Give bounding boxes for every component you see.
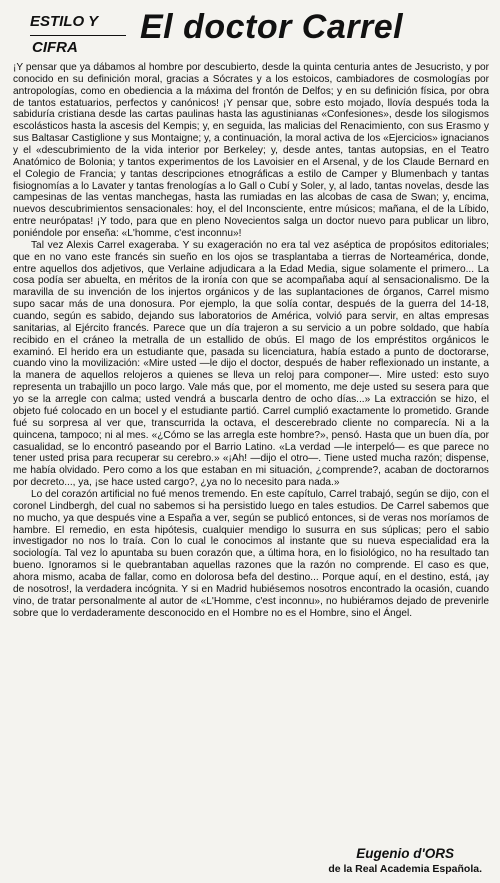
section-heading-line-1: ESTILO Y [30, 13, 99, 30]
section-heading [30, 12, 126, 57]
paragraph: Tal vez Alexis Carrel exageraba. Y su exageración no era tal vez aséptica de propósitos editoriales; que en no vano este francés sin sueño en los ojos se trasplantaba a tierras de Norteamérica, donde, entre aquellos dos adjetivos, que Verlaine adjudicara a la Edad Media, sigue solamente el primero... La cosa podía ser abuelta, en méritos de la ironía con que se acompañaba aquí al sensacionalismo. De la maravilla de su invención de los injertos orgánicos y de las suplantaciones de órganos, Carrel mismo supo sacar más de una donosura. Por ejemplo, la que solía contar, después de la guerra del 14-18, cuando, según es sabido, dejando sus laboratorios de América, volvió para servir, en altas empresas sanitarias, al Ejército francés. Parece que un día trajeron a su servicio a un pobre soldado, que había recibido en el cráneo la metralla de un estallido de obús. El mago de los empréstitos orgánicos le examinó. El herido era un estudiante que, pasada su licenciatura, había estado a punto de doctorarse, cuando vino la movilización: «Mire usted —le dijo el doctor, después de haber reflexionado un instante, a la manera de aquellos relojeros a quienes se lleva un reloj para componer—. Mire usted: esto suyo representa un trabajillo un poco largo. Vale más que, por el momento, me deje usted su sesera para que yo se la arregle con calma; usted vendrá a buscarla dentro de ocho días...» La extracción se hizo, el objeto fué colocado en un bocel y el estudiante partió. Carrel cumplió exactamente lo prometido. Grande fué su sorpresa al ver que, transcurrida la octava, el descerebrado cliente no comparecía. Ni a la quincena, tampoco; ni al mes. «¿Cómo se las arregla este hombre?», pensó. Hasta que un buen día, por casualidad, se lo encontró paseando por el Barrio Latino. «La verdad —le interpeló— es que parece no tener usted prisa para recuperar su cerebro.» «¡Ah! —dijo el otro—. Tiene usted mucha razón; dispense, me había olvidado. Pero como a los que estaban en mi situación, ¿comprende?, acaban de doctorarnos por decreto..., ya, ¡se hace usted cargo?, ¿ya no lo necesito para nada.» [13, 239, 489, 489]
section-heading-line-2: CIFRA [30, 35, 126, 57]
article-title: El doctor Carrel [140, 8, 404, 46]
article-body [13, 62, 489, 619]
author-name: Eugenio d'ORS [356, 846, 455, 861]
author-signature [328, 846, 482, 876]
paragraph: Lo del corazón artificial no fué menos tremendo. En este capítulo, Carrel trabajó, según se dijo, con el coronel Lindbergh, del cual no sabemos si ha persistido luego en tales estudios. De Carrel sabemos que no mucho, ya que después vine a España a ver, según se publicó entonces, si de veras nos moríamos de hambre. El remedio, en esta hipótesis, cualquier mendigo lo susurra en sus súplicas; pero el sabio investigador no nos lo traía. Con lo cual le conocimos al instante que su nueva especialidad era la sociología. Tal vez lo apuntaba su buen corazón que, a última hora, en lo fisiológico, no ha resultado tan bueno. Ignoramos si le quebrantaban aquellas razones que la razón no comprende. El caso es que, ahora mismo, acaba de fallar, como en dolorosa befa del destino... Porque aquí, en el destino, está, ¡ay de nosotros!, la verdadera incógnita. Y si en Madrid hubiésemos nosotros encontrado la ocasión, cuando vino, de tratar personalmente al autor de «L'Homme, c'est inconnu», no hubiéramos dejado de prevenirle sobre que lo verdaderamente desconocido en el Hombre no es el Hombre, sino el Ángel. [13, 488, 489, 619]
author-affiliation: de la Real Academia Española. [328, 863, 482, 875]
paragraph: ¡Y pensar que ya dábamos al hombre por descubierto, desde la quinta centuria antes de Jesucristo, y por conocido en su definición moral, gracias a Sócrates y a los estoicos, cambiadores de cosmologías por antropologías, como en obediencia a la máxima del frontón de Delfos; y en su definición física, por obra de tantos estatuarios, perfectos y canónicos! ¡Y pensar que, sobre esto mojado, llovía después toda la sabiduría cristiana desde las cartas paulinas hasta las agustinianas «Confesiones», desde los silogismos escolásticos hasta la ascesis del Kempis; y, en seguida, las malicias del Renacimiento, con sus Erasmo y sus Baltasar Castiglione y sus Montaigne; y, a continuación, la moral activa de los «Ejercicios» ignacianos y el «descubrimiento de la vida interior por Berkeley; y, desde antes, tantas autopsias, en el Teatro Anatómico de Bolonia; y tantos experimentos de los Lavoisier en el Arsenal, y de los Claude Bernard en el Colegio de Francia; y tantas descripciones etnográficas a estilo de Camper y Blumenbach y tantas fisiognomías a lo Lavater y tantas frenologías a lo Gall o Cubí y Soler, y, al lado, tantas novelas, desde las campesinas de las ventas manchegas, hasta las rumiadas en las alcobas de casa de Swan; y, encima, nuevos descubrimientos sensacionales: hoy, el del Inconsciente, entre músicos; mañana, el de la Líbido, entre neurópatas! ¡Y todo, para que en pleno Novecientos salga un doctor nuevo para publicar un libro, poniéndole por enseña: «L'homme, c'est inconnu»! [13, 62, 489, 240]
